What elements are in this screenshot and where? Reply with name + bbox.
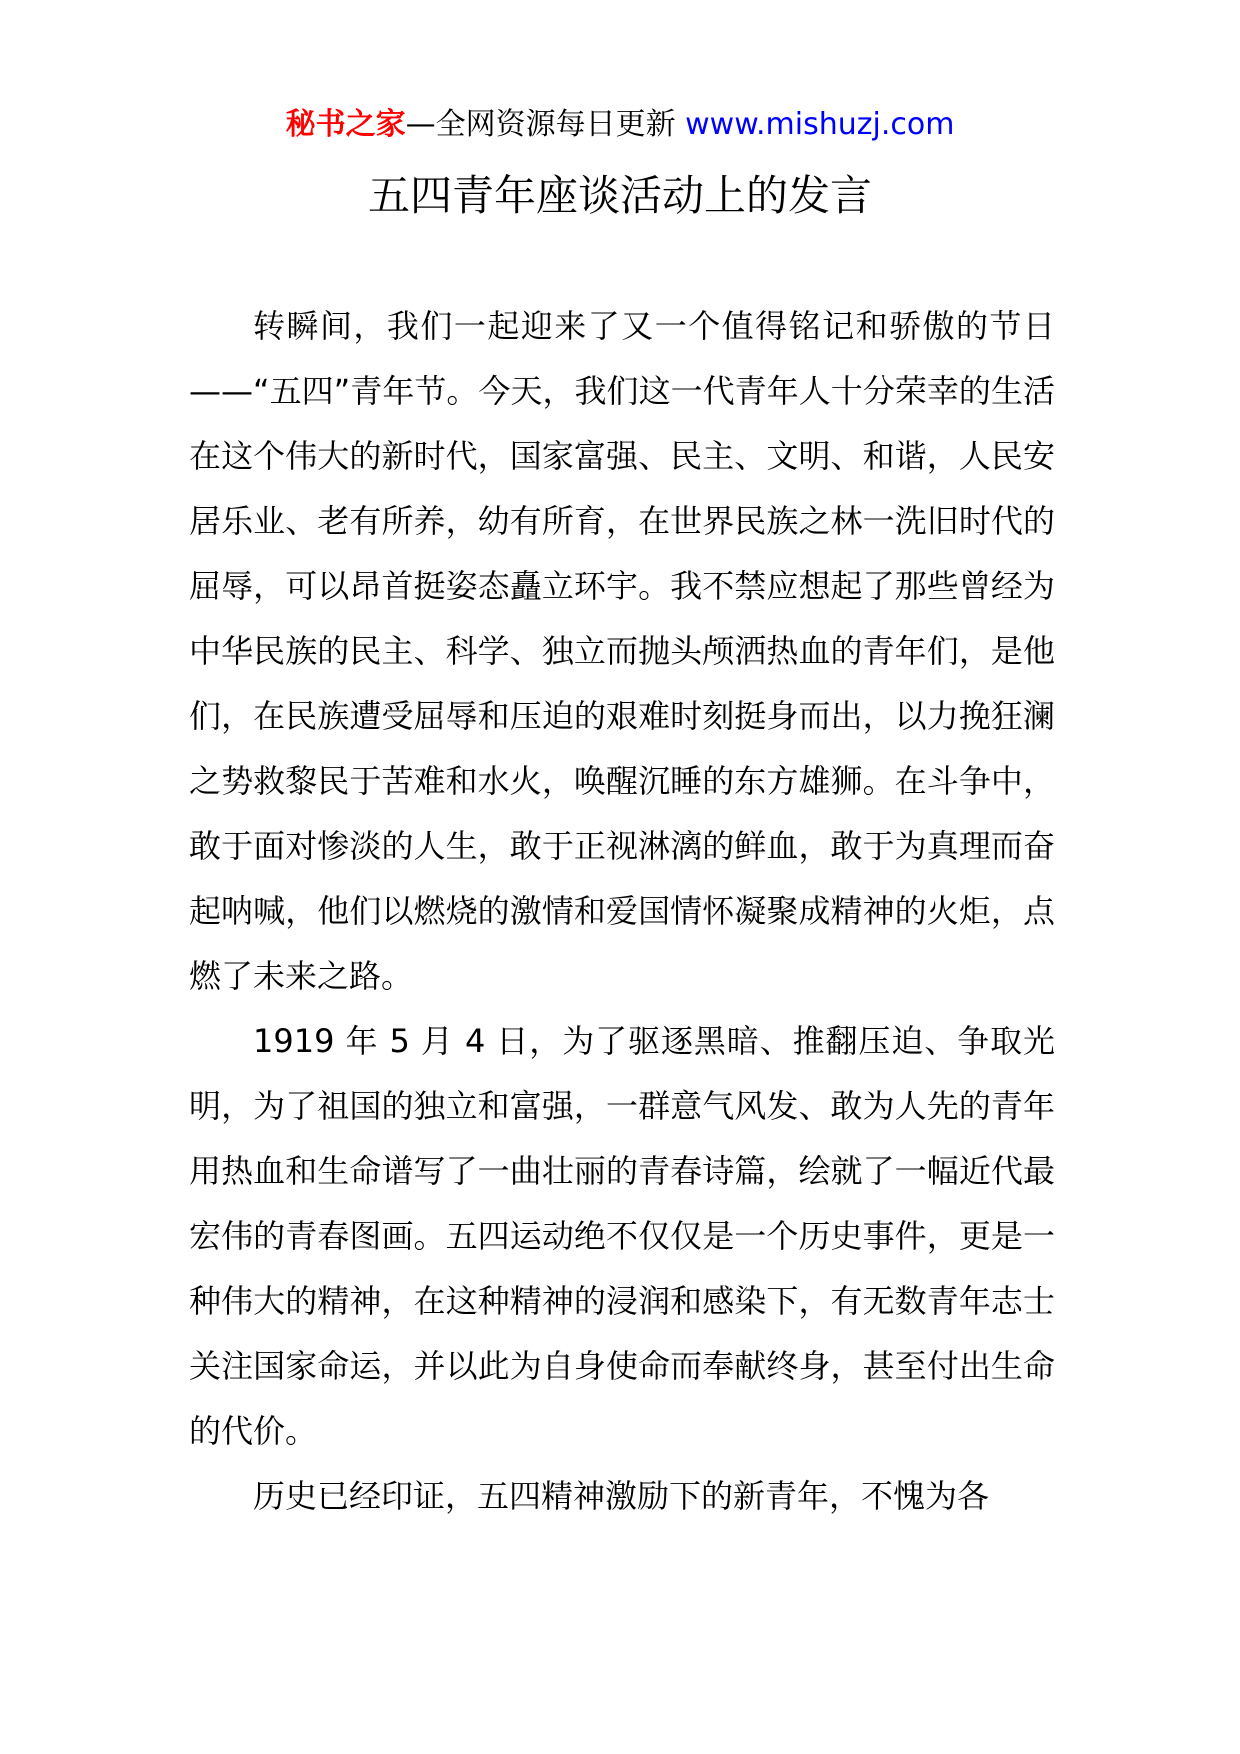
- header-slogan: —全网资源每日更新: [405, 107, 676, 142]
- site-header: [0, 103, 1240, 147]
- paragraph: 转瞬间，我们一起迎来了又一个值得铭记和骄傲的节日——“五四”青年节。今天，我们这一代青年人十分荣幸的生活在这个伟大的新时代，国家富强、民主、文明、和谐，人民安居乐业、老有所养，幼有所育，在世界民族之林一洗旧时代的屈辱，可以昂首挺姿态矗立环宇。我不禁应想起了那些曾经为中华民族的民主、科学、独立而抛头颅洒热血的青年们，是他们，在民族遭受屈辱和压迫的艰难时刻挺身而出，以力挽狂澜之势救黎民于苦难和水火，唤醒沉睡的东方雄狮。在斗争中，敢于面对惨淡的人生，敢于正视淋漓的鲜血，敢于为真理而奋起呐喊，他们以燃烧的激情和爱国情怀凝聚成精神的火炬，点燃了未来之路。: [189, 307, 1055, 995]
- document-body: [189, 294, 1055, 1529]
- brand-name: 秘书之家: [285, 107, 406, 142]
- site-url-link[interactable]: www.mishuzj.com: [685, 107, 955, 142]
- document-title: 五四青年座谈活动上的发言: [367, 171, 872, 220]
- paragraph: 历史已经印证，五四精神激励下的新青年，不愧为各: [253, 1477, 990, 1515]
- paragraph: 1919 年 5 月 4 日，为了驱逐黑暗、推翻压迫、争取光明，为了祖国的独立和富强，一群意气风发、敢为人先的青年用热血和生命谱写了一曲壮丽的青春诗篇，绘就了一幅近代最宏伟的青春图画。五四运动绝不仅仅是一个历史事件，更是一种伟大的精神，在这种精神的浸润和感染下，有无数青年志士关注国家命运，并以此为自身使命而奉献终身，甚至付出生命的代价。: [189, 1022, 1055, 1450]
